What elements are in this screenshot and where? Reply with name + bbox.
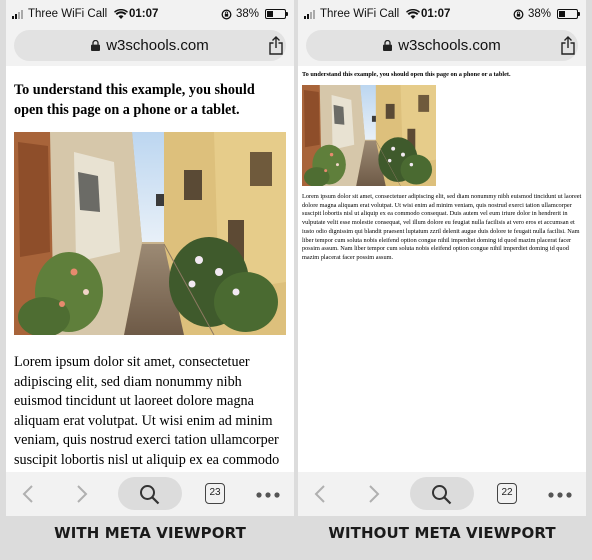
rotation-lock-icon [221, 9, 232, 20]
carrier-label: Three WiFi Call [28, 8, 108, 20]
signal-icon [304, 10, 315, 19]
caption-without-viewport: WITHOUT META VIEWPORT [328, 524, 556, 542]
clock: 01:07 [421, 8, 451, 20]
search-icon [139, 484, 160, 505]
page-content [298, 66, 586, 472]
phone-without-viewport [298, 0, 586, 516]
address-bar[interactable] [14, 30, 286, 61]
alley-photo [14, 132, 286, 335]
battery-percent: 38% [235, 8, 259, 20]
browser-toolbar [6, 472, 294, 516]
status-bar [6, 0, 294, 30]
lorem-paragraph: Lorem ipsum dolor sit amet, consectetuer adipiscing elit, sed diam nonummy nibh euismod tincidunt ut laoreet dolore magna aliquam erat volutpat. Ut wisi enim ad minim veniam, quis nostrud exerci tation ullamcorper suscipit lobortis nisl ut aliquip ex ea commodo [14, 354, 280, 468]
tabs-button[interactable]: 22 [497, 483, 517, 504]
wifi-icon [114, 9, 128, 19]
browser-toolbar [298, 472, 586, 516]
tabs-button[interactable]: 23 [205, 483, 225, 504]
search-icon [431, 484, 452, 505]
battery-icon [557, 9, 578, 19]
address-bar[interactable] [306, 30, 578, 61]
forward-arrow-icon[interactable] [76, 485, 88, 503]
padlock-icon [91, 40, 100, 51]
share-icon[interactable] [268, 36, 284, 55]
battery-percent: 38% [527, 8, 551, 20]
page-content [6, 66, 294, 472]
rotation-lock-icon [513, 9, 524, 20]
intro-note: To understand this example, you should open this page on a phone or a tablet. [302, 71, 511, 78]
share-icon[interactable] [560, 36, 576, 55]
intro-note: To understand this example, you should open this page on a phone or a tablet. [14, 82, 255, 118]
address-domain: w3schools.com [106, 37, 209, 54]
back-arrow-icon[interactable] [314, 485, 326, 503]
caption-with-viewport: WITH META VIEWPORT [54, 524, 246, 542]
search-button[interactable] [118, 477, 182, 510]
padlock-icon [383, 40, 392, 51]
more-menu-icon[interactable] [256, 492, 280, 498]
battery-icon [265, 9, 286, 19]
search-button[interactable] [410, 477, 474, 510]
phone-with-viewport [6, 0, 294, 516]
address-domain: w3schools.com [398, 37, 501, 54]
carrier-label: Three WiFi Call [320, 8, 400, 20]
status-bar [298, 0, 586, 30]
alley-photo [302, 85, 436, 186]
more-menu-icon[interactable] [548, 492, 572, 498]
forward-arrow-icon[interactable] [368, 485, 380, 503]
lorem-paragraph: Lorem ipsum dolor sit amet, consectetuer adipiscing elit, sed diam nonummy nibh euismod tincidunt ut laoreet dolore magna aliquam erat volutpat. Ut wisi enim ad minim veniam, quis nostrud exerci tation ullamcorper suscipit lobortis nisl ut aliquip ex ea commodo consequat. Duis autem vel eum iriure dolor in hendrerit in vulputate velit esse molestie consequat, vel illum dolore eu feugiat nulla facilisis at vero eros et accumsan et iusto odio dignissim qui blandit praesent luptatum zzril delenit augue duis dolore te feugait nulla facilisi. Nam liber tempor cum soluta nobis eleifend option congue nihil imperdiet doming id quod mazim placerat facer possim assum. Nam liber tempor cum soluta nobis eleifend option congue nihil imperdiet doming id quod mazim placerat facer possim assum. [302, 193, 582, 261]
wifi-icon [406, 9, 420, 19]
signal-icon [12, 10, 23, 19]
clock: 01:07 [129, 8, 159, 20]
back-arrow-icon[interactable] [22, 485, 34, 503]
